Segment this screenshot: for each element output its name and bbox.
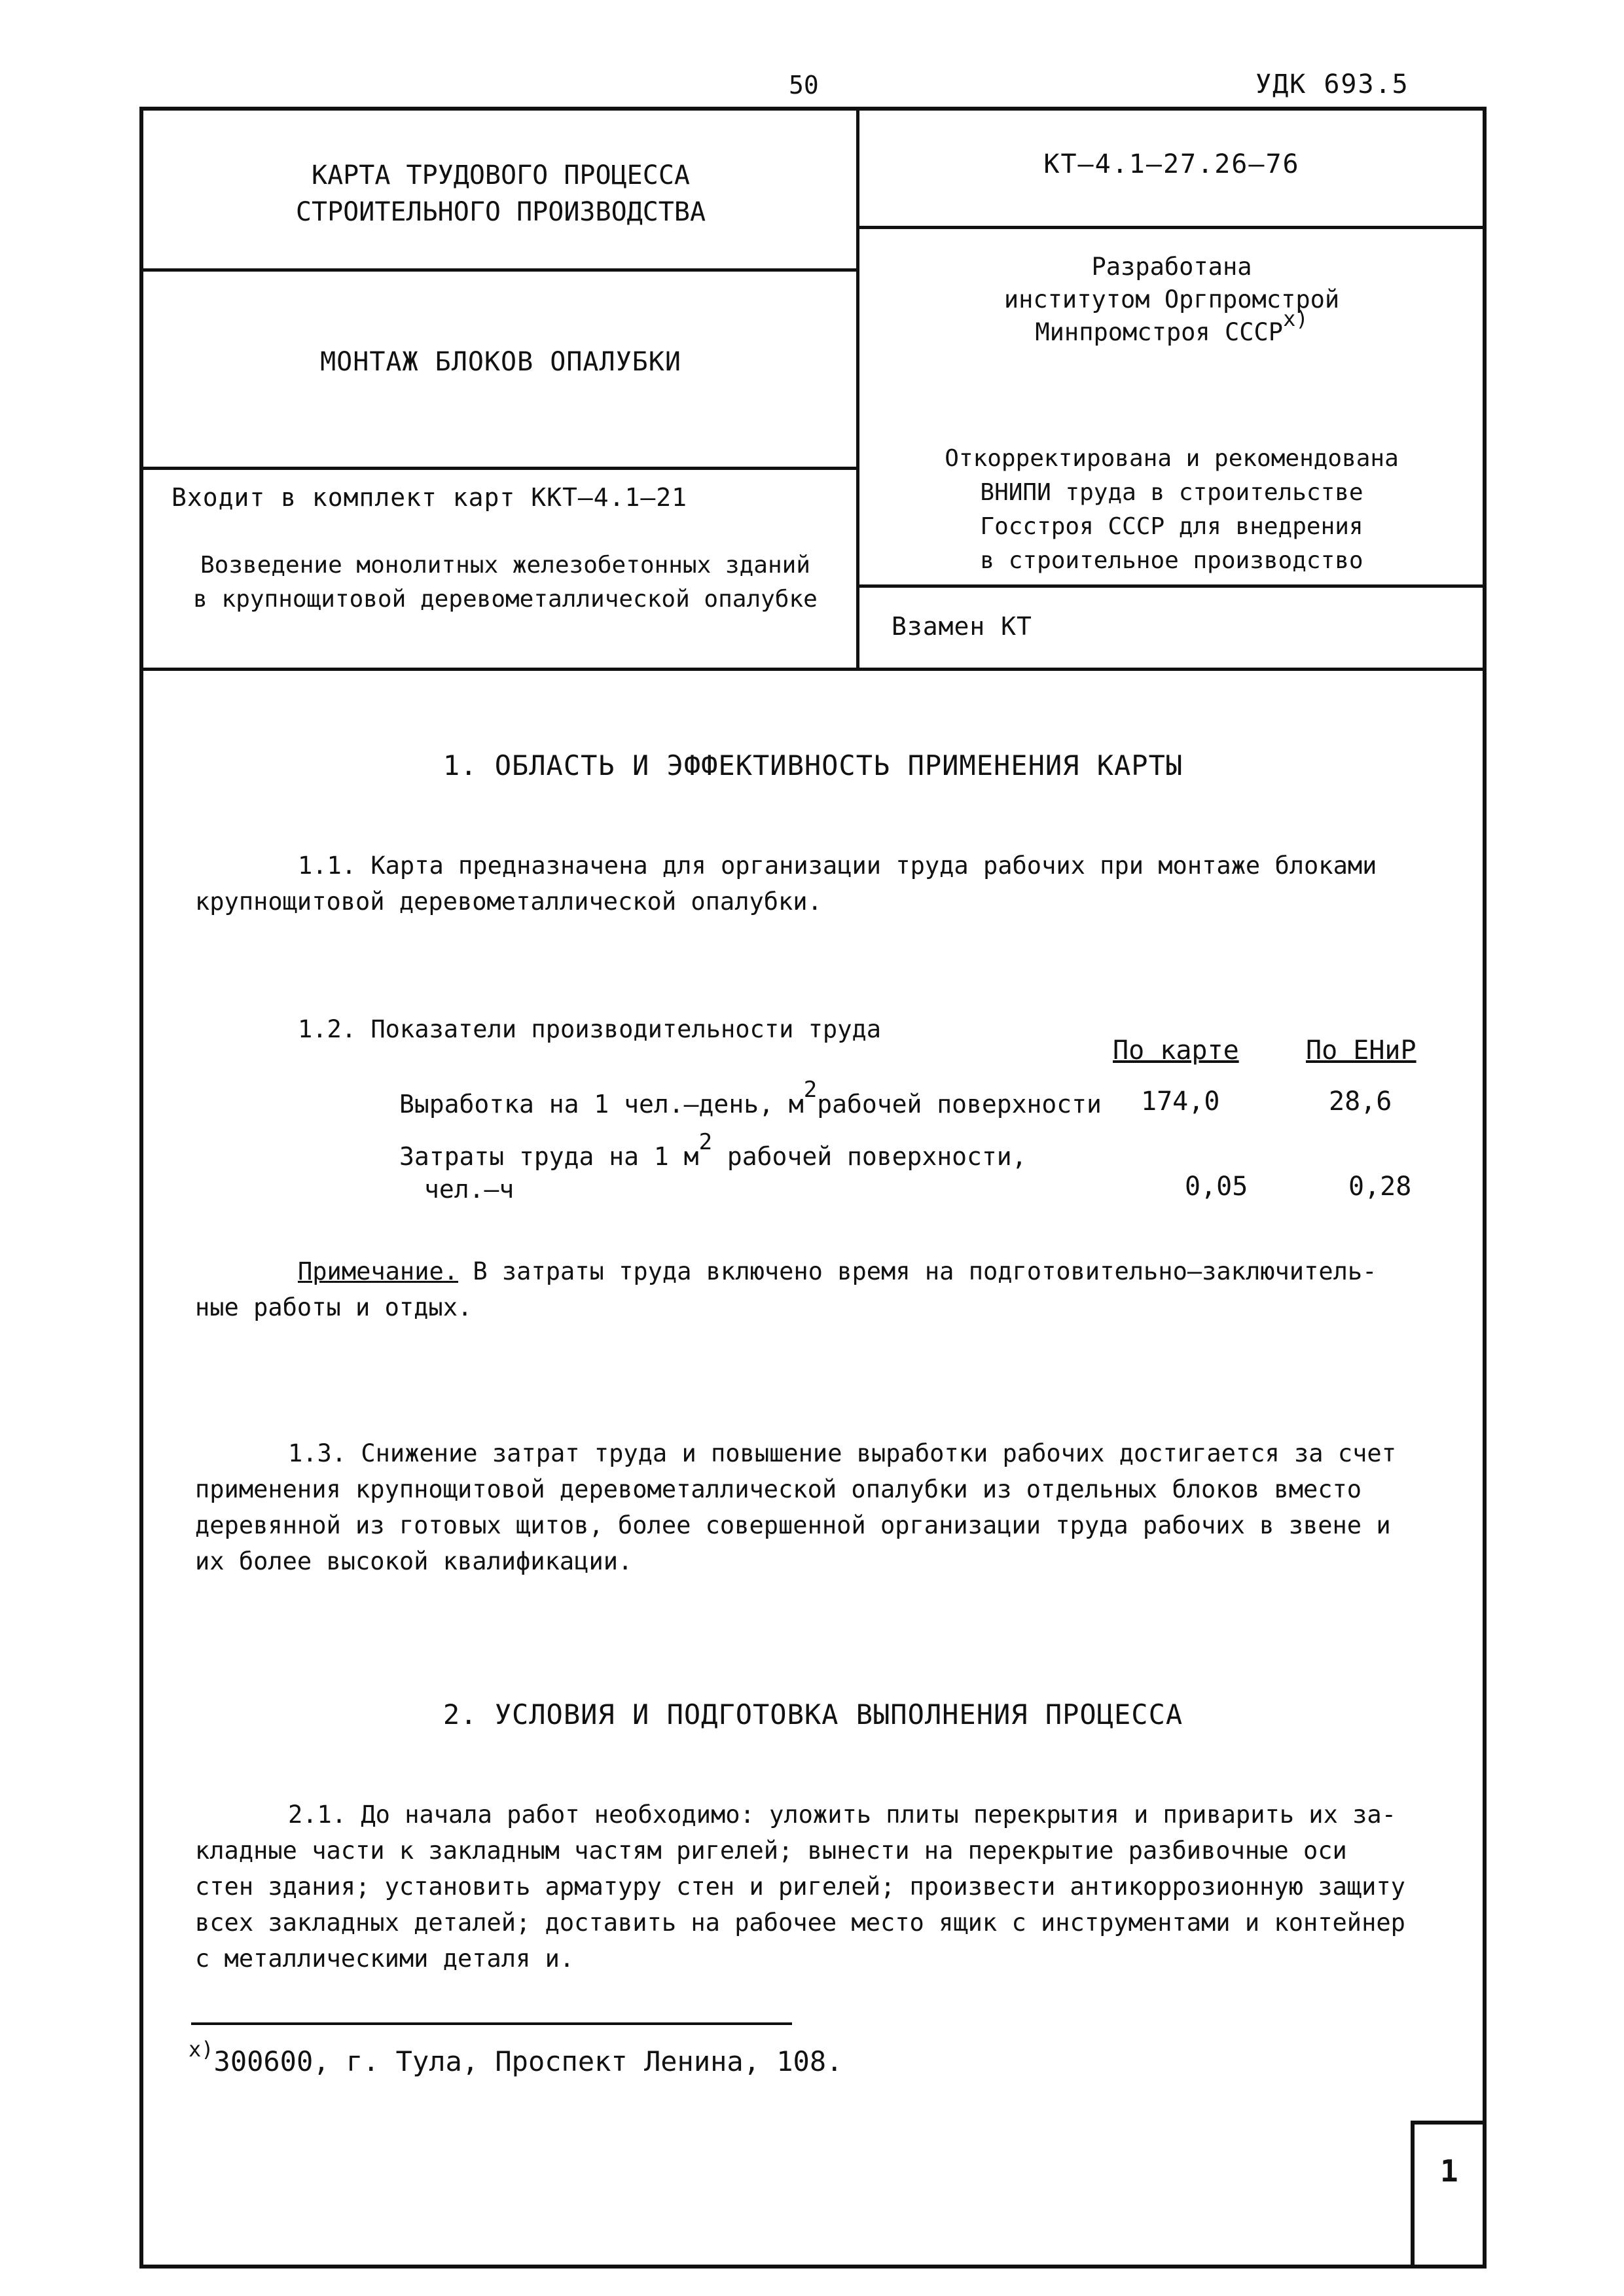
paragraph-2-1-line: всех закладных деталей; доставить на рабочее место ящик с инструментами и контейнер bbox=[195, 1909, 1405, 1937]
value-card-output: 174,0 bbox=[1141, 1086, 1220, 1117]
indicator-label: рабочей поверхности, bbox=[712, 1142, 1027, 1171]
paragraph-2-1-line: с металлическими деталя и. bbox=[195, 1945, 575, 1973]
card-title bbox=[147, 157, 854, 230]
indicator-row-labor bbox=[399, 1129, 1027, 1176]
paragraph-1-2-label: 1.2. Показатели производительности труда bbox=[298, 1015, 882, 1043]
section-2-title: 2. УСЛОВИЯ И ПОДГОТОВКА ВЫПОЛНЕНИЯ ПРОЦЕССА bbox=[442, 1698, 1183, 1731]
paragraph-1-3-line: 1.3. Снижение затрат труда и повышение выработки рабочих достигается за счет bbox=[288, 1439, 1396, 1467]
developer-line: Разработана bbox=[1091, 253, 1252, 281]
operation-title: МОНТАЖ БЛОКОВ ОПАЛУБКИ bbox=[320, 347, 681, 377]
footnote-text: 300600, г. Тула, Проспект Ленина, 108. bbox=[213, 2045, 843, 2077]
section-1-title: 1. ОБЛАСТЬ И ЭФФЕКТИВНОСТЬ ПРИМЕНЕНИЯ КАРТЫ bbox=[442, 749, 1183, 781]
correction-line: в строительное производство bbox=[980, 547, 1363, 574]
indicator-unit: чел.–ч bbox=[424, 1175, 514, 1204]
card-set-label: Входит в комплект карт ККТ–4.1–21 bbox=[171, 483, 687, 512]
grid-line bbox=[857, 226, 1487, 229]
footnote-marker: x) bbox=[189, 2037, 214, 2062]
value-card-labor: 0,05 bbox=[1185, 1172, 1248, 1202]
grid-line bbox=[857, 584, 1487, 588]
paragraph-1-1-line: 1.1. Карта предназначена для организации труда рабочих при монтаже блоками bbox=[298, 852, 1377, 880]
value-enir-labor: 0,28 bbox=[1348, 1172, 1412, 1202]
set-desc-line: в крупнощитовой деревометаллической опалубке bbox=[193, 586, 818, 613]
indicator-row-output bbox=[399, 1077, 1102, 1124]
grid-line bbox=[139, 668, 1487, 671]
indicator-label: рабочей поверхности bbox=[817, 1090, 1102, 1119]
paragraph-1-3-line: деревянной из готовых щитов, более совершенной организации труда рабочих в звене и bbox=[195, 1511, 1391, 1539]
superscript: 2 bbox=[698, 1129, 713, 1155]
footnote bbox=[189, 2037, 843, 2077]
card-title-line: КАРТА ТРУДОВОГО ПРОЦЕССА bbox=[312, 160, 690, 190]
indicator-label: Выработка на 1 чел.–день, м bbox=[399, 1090, 804, 1119]
value-enir-output: 28,6 bbox=[1329, 1086, 1392, 1117]
sheet-number-box bbox=[1411, 2121, 1487, 2269]
correction-line: Откорректирована и рекомендована bbox=[945, 445, 1399, 472]
developer-line: институтом Оргпромстрой bbox=[1003, 285, 1340, 314]
card-code: КТ–4.1–27.26–76 bbox=[1043, 149, 1300, 179]
grid-line bbox=[139, 467, 859, 470]
page-number: 50 bbox=[789, 71, 819, 99]
paragraph-2-1-line: стен здания; установить арматуру стен и ригелей; произвести антикоррозионную защиту bbox=[195, 1873, 1405, 1901]
grid-line bbox=[139, 268, 859, 272]
developer-line bbox=[861, 306, 1483, 350]
note-label: Примечание. bbox=[298, 1257, 459, 1285]
column-header-enir: По ЕНиР bbox=[1306, 1035, 1416, 1066]
column-header-card: По карте bbox=[1113, 1035, 1239, 1066]
developer-ministry: Минпромстроя СССР bbox=[1035, 318, 1284, 346]
paragraph-1-3-line: применения крупнощитовой деревометаллической опалубки из отдельных блоков вместо bbox=[195, 1475, 1362, 1503]
card-set-description bbox=[152, 548, 859, 617]
correction-line: ВНИПИ труда в строительстве bbox=[980, 479, 1363, 506]
note-line bbox=[298, 1253, 1377, 1289]
superscript: 2 bbox=[803, 1077, 818, 1103]
correction-line: Госстроя СССР для внедрения bbox=[980, 513, 1363, 540]
set-desc-line: Возведение монолитных железобетонных зданий bbox=[200, 552, 810, 579]
note-text: В затраты труда включено время на подготовительно–заключитель- bbox=[458, 1257, 1377, 1285]
paragraph-1-3-line: их более высокой квалификации. bbox=[195, 1547, 633, 1575]
note-line: ные работы и отдых. bbox=[195, 1293, 473, 1321]
correction-info bbox=[861, 442, 1483, 578]
paragraph-2-1-line: 2.1. До начала работ необходимо: уложить плиты перекрытия и приварить их за- bbox=[288, 1801, 1396, 1829]
footnote-separator bbox=[191, 2022, 792, 2025]
udk-code: УДК 693.5 bbox=[1255, 69, 1409, 99]
paragraph-1-1-line: крупнощитовой деревометаллической опалубки. bbox=[195, 888, 822, 916]
sheet-number: 1 bbox=[1440, 2153, 1458, 2189]
developer-info bbox=[861, 251, 1483, 350]
card-title-line: СТРОИТЕЛЬНОГО ПРОИЗВОДСТВА bbox=[295, 197, 706, 227]
paragraph-2-1-line: кладные части к закладным частям ригелей; вынести на перекрытие разбивочные оси bbox=[195, 1837, 1347, 1865]
replaces-label: Взамен КТ bbox=[892, 612, 1032, 641]
footnote-marker: x) bbox=[1283, 306, 1308, 331]
indicator-label: Затраты труда на 1 м bbox=[399, 1142, 699, 1171]
